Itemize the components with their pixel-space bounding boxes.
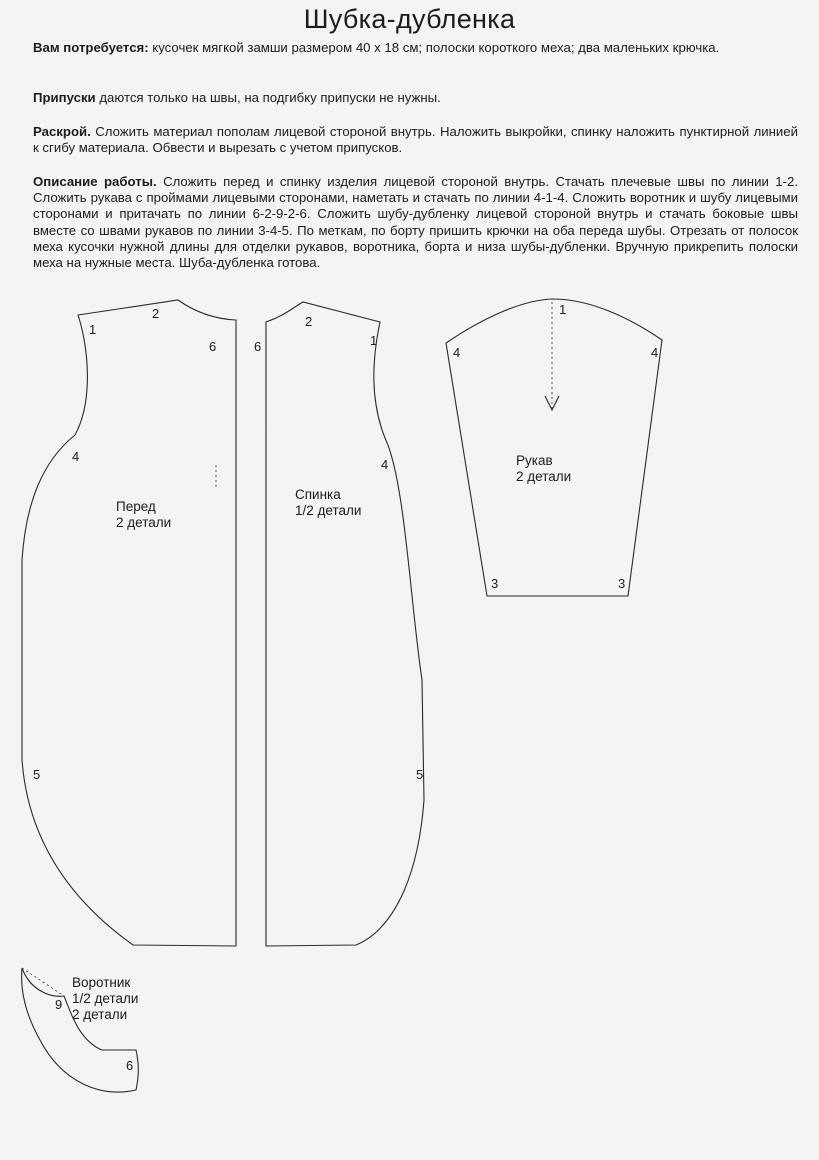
- back-mark-1: 1: [370, 333, 378, 348]
- back-outline: [266, 302, 424, 946]
- back-pattern-piece: [254, 302, 424, 946]
- collar-count-half: 1/2 детали: [72, 991, 139, 1006]
- front-mark-6: 6: [209, 339, 217, 354]
- sleeve-pattern-piece: [446, 299, 662, 596]
- back-count: 1/2 детали: [295, 503, 362, 518]
- materials-label: Вам потребуется:: [33, 40, 149, 55]
- front-mark-5: 5: [33, 767, 41, 782]
- collar-name: Воротник: [72, 975, 131, 990]
- allowance-text: даются только на швы, на подгибку припуски не нужны.: [95, 90, 441, 105]
- back-mark-2: 2: [305, 314, 313, 329]
- sleeve-name: Рукав: [516, 453, 553, 468]
- back-mark-4: 4: [381, 457, 389, 472]
- allowance-label: Припуски: [33, 90, 96, 105]
- page-title: Шубка-дубленка: [303, 4, 516, 34]
- sleeve-count: 2 детали: [516, 469, 572, 484]
- back-mark-6: 6: [254, 339, 262, 354]
- front-mark-1: 1: [89, 322, 97, 337]
- collar-count: 2 детали: [72, 1007, 128, 1022]
- sleeve-mark-4-right: 4: [651, 345, 659, 360]
- collar-pattern-piece: [22, 968, 139, 1092]
- back-name: Спинка: [295, 487, 341, 502]
- front-count: 2 детали: [116, 515, 172, 530]
- front-mark-2: 2: [152, 306, 160, 321]
- front-pattern-piece: [22, 300, 236, 946]
- cutting-label: Раскрой.: [33, 124, 91, 139]
- front-name: Перед: [116, 499, 156, 514]
- back-mark-5: 5: [416, 767, 424, 782]
- front-outline: [22, 300, 236, 946]
- work-text: Сложить перед и спинку изделия лицевой стороной внутрь. Стачать плечевые швы по линии 1-2. Сложить рукава с проймами лицевыми сторонами, наметать и стачать по линии 4-1-4. Сложить воротник и шубу лицевыми сторонами и притачать по линии 6-2-9-2-6. Сложить шубу-дубленку лицевой стороной внутрь и стачать боковые швы вместе со швами рукавов по линии 3-4-5. По меткам, по борту пришить крючки на оба переда шубы. Отрезать от полосок меха кусочки нужной длины для отделки рукавов, воротника, борта и низа шубы-дубленки. Вручную прикрепить полоски меха на нужные места. Шуба-дубленка готова.: [33, 174, 798, 271]
- sleeve-mark-3-left: 3: [491, 576, 499, 591]
- sleeve-mark-1: 1: [559, 302, 567, 317]
- materials-text: кусочек мягкой замши размером 40 х 18 см; полоски короткого меха; два маленьких крючка.: [148, 40, 720, 55]
- sleeve-mark-3-right: 3: [618, 576, 626, 591]
- collar-mark-9: 9: [55, 997, 63, 1012]
- sleeve-mark-4-left: 4: [453, 345, 461, 360]
- front-mark-4: 4: [72, 449, 80, 464]
- cutting-text: Сложить материал пополам лицевой стороной внутрь. Наложить выкройки, спинку наложить пунктирной линией к сгибу материала. Обвести и вырезать с учетом припусков.: [33, 124, 798, 156]
- sleeve-outline: [446, 299, 662, 596]
- collar-mark-6: 6: [126, 1058, 134, 1073]
- work-label: Описание работы.: [33, 174, 157, 189]
